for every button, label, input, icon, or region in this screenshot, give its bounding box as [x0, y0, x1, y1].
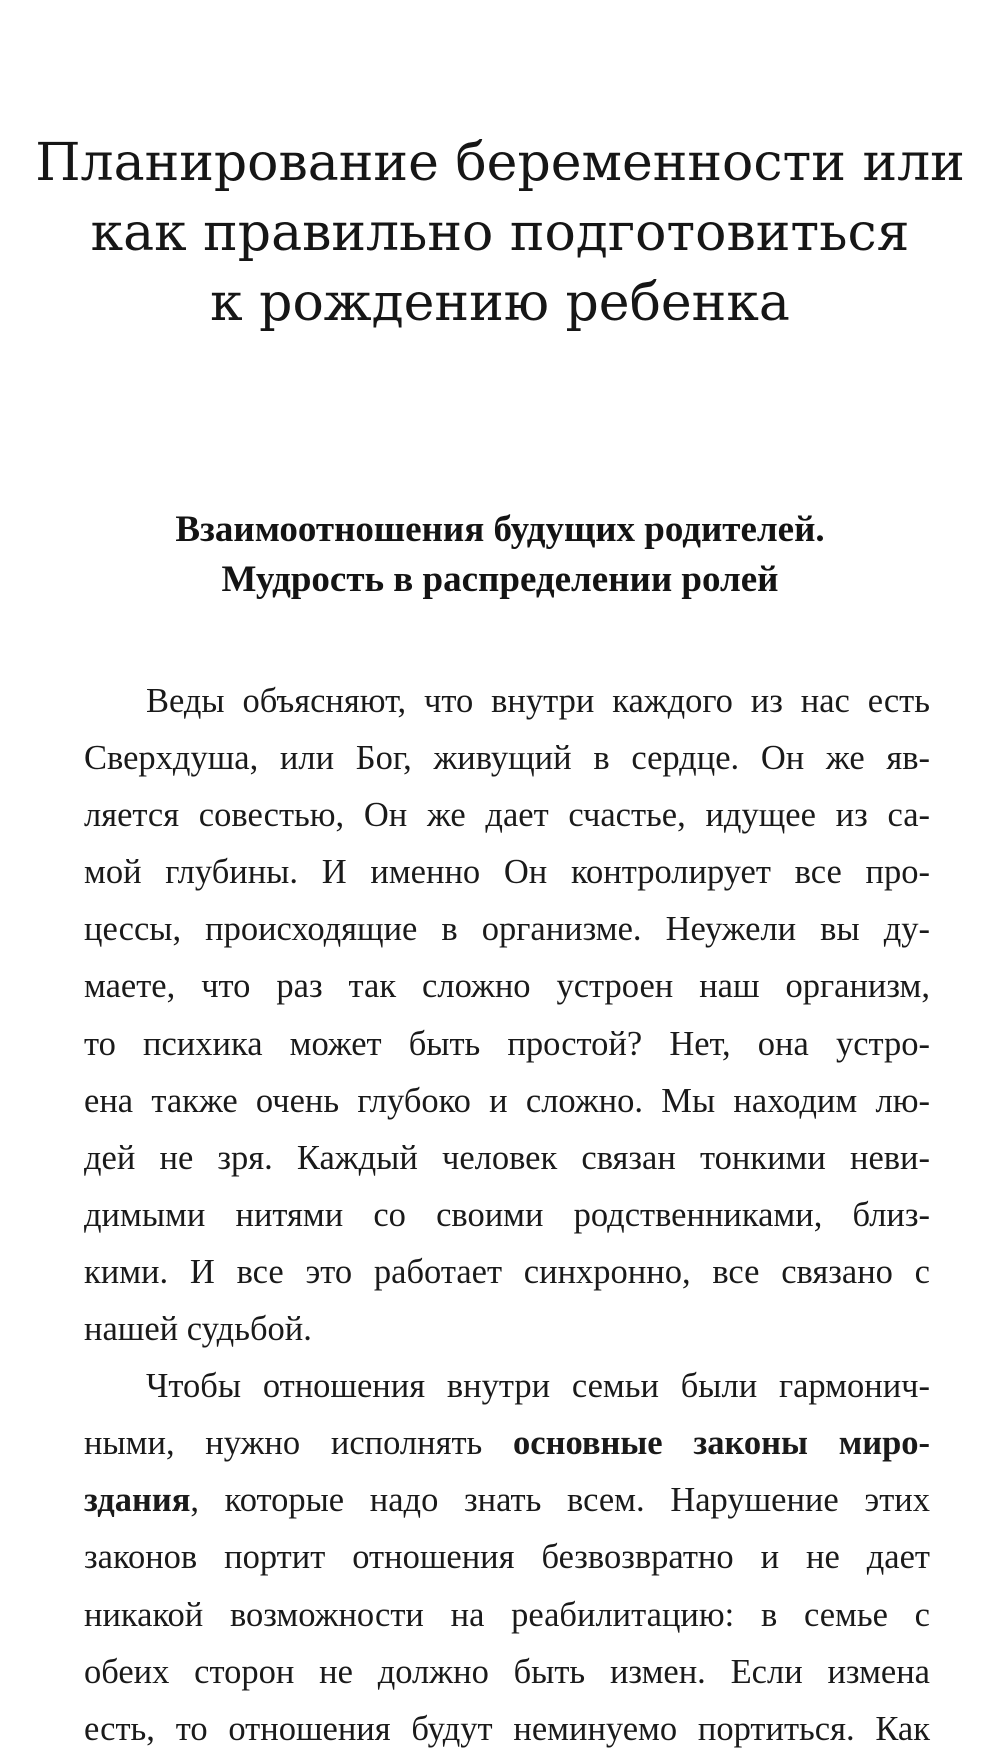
text-run: ными, нужно исполнять: [84, 1424, 514, 1463]
section-heading-line: Взаимоотношения будущих родителей.: [175, 509, 825, 550]
text-line: ляется совестью, Он же дает счастье, идущее из са-: [84, 796, 930, 835]
text-line: димыми нитями со своими родственниками, близ-: [84, 1195, 930, 1234]
text-line: Сверхдуша, или Бог, живущий в сердце. Он же яв-: [84, 739, 930, 778]
text-line: мой глубины. И именно Он контролирует все про-: [84, 853, 930, 892]
text-line: то психика может быть простой? Нет, она устро-: [84, 1024, 930, 1063]
text-line: цессы, происходящие в организме. Неужели вы ду-: [84, 910, 930, 949]
bold-term: здания: [84, 1481, 191, 1520]
section-heading-line: Мудрость в распределении ролей: [221, 559, 779, 600]
paragraph-1: [84, 673, 930, 1358]
text-line: кими. И все это работает синхронно, все связано с: [84, 1252, 930, 1291]
chapter-title-line: как правильно подготовиться: [90, 203, 910, 263]
bold-term: основные законы миро-: [513, 1424, 931, 1463]
text-line: Чтобы отношения внутри семьи были гармонич-: [146, 1367, 930, 1406]
text-line: дей не зря. Каждый человек связан тонкими неви-: [84, 1138, 930, 1177]
text-line: маете, что раз так сложно устроен наш организм,: [84, 967, 930, 1006]
body-text: [84, 673, 930, 1758]
section-heading: [0, 505, 1000, 605]
paragraph-2: [84, 1358, 930, 1758]
chapter-title-line: Планирование беременности или: [35, 133, 965, 193]
text-line: [84, 1415, 930, 1472]
text-line: Веды объясняют, что внутри каждого из нас есть: [146, 682, 930, 720]
text-line: обеих сторон не должно быть измен. Если измена: [84, 1652, 930, 1691]
text-line: никакой возможности на реабилитацию: в семье с: [84, 1595, 930, 1634]
text-line: [84, 1472, 930, 1529]
text-line: есть, то отношения будут неминуемо портиться. Как: [84, 1709, 930, 1748]
chapter-title-line: к рождению ребенка: [210, 273, 790, 333]
text-line: законов портит отношения безвозвратно и не дает: [84, 1538, 930, 1577]
text-line: нашей судьбой.: [84, 1310, 312, 1349]
text-run: , которые надо знать всем. Нарушение этих: [190, 1481, 930, 1520]
text-line: ена также очень глубоко и сложно. Мы находим лю-: [84, 1081, 930, 1120]
chapter-title: [0, 128, 1000, 338]
